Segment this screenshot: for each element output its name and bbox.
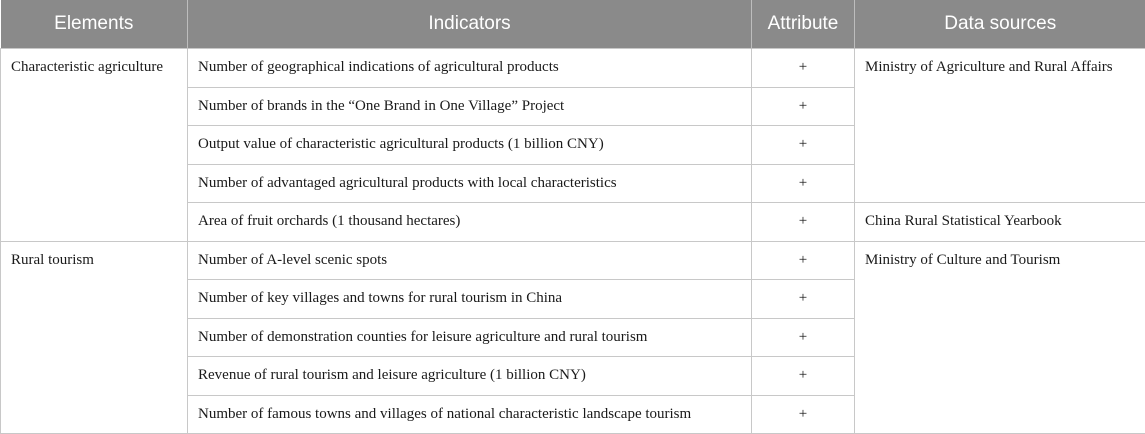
header-row: [1, 0, 1145, 49]
table-row: [1, 49, 1145, 88]
attribute-cell: +: [752, 203, 855, 242]
attribute-cell: +: [752, 241, 855, 280]
attribute-cell: +: [752, 280, 855, 319]
table-row: [1, 241, 1145, 280]
source-cell: Ministry of Agriculture and Rural Affairs: [855, 49, 1145, 203]
attribute-cell: +: [752, 318, 855, 357]
indicator-cell: Revenue of rural tourism and leisure agriculture (1 billion CNY): [188, 357, 752, 396]
header-indicators: Indicators: [188, 0, 752, 49]
header-attribute: Attribute: [752, 0, 855, 49]
element-cell: Rural tourism: [1, 241, 188, 434]
source-cell: Ministry of Culture and Tourism: [855, 241, 1145, 434]
indicator-cell: Number of brands in the “One Brand in One Village” Project: [188, 87, 752, 126]
header-data-sources: Data sources: [855, 0, 1145, 49]
attribute-cell: +: [752, 126, 855, 165]
attribute-cell: +: [752, 49, 855, 88]
indicator-cell: Area of fruit orchards (1 thousand hectares): [188, 203, 752, 242]
indicator-cell: Number of key villages and towns for rural tourism in China: [188, 280, 752, 319]
header-elements: Elements: [1, 0, 188, 49]
source-cell: China Rural Statistical Yearbook: [855, 203, 1145, 242]
indicator-cell: Number of demonstration counties for leisure agriculture and rural tourism: [188, 318, 752, 357]
indicator-cell: Number of geographical indications of agricultural products: [188, 49, 752, 88]
attribute-cell: +: [752, 357, 855, 396]
indicator-cell: Number of A-level scenic spots: [188, 241, 752, 280]
attribute-cell: +: [752, 395, 855, 434]
indicator-cell: Output value of characteristic agricultural products (1 billion CNY): [188, 126, 752, 165]
indicator-cell: Number of advantaged agricultural products with local characteristics: [188, 164, 752, 203]
element-cell: Characteristic agriculture: [1, 49, 188, 242]
attribute-cell: +: [752, 87, 855, 126]
attribute-cell: +: [752, 164, 855, 203]
indicator-cell: Number of famous towns and villages of national characteristic landscape tourism: [188, 395, 752, 434]
